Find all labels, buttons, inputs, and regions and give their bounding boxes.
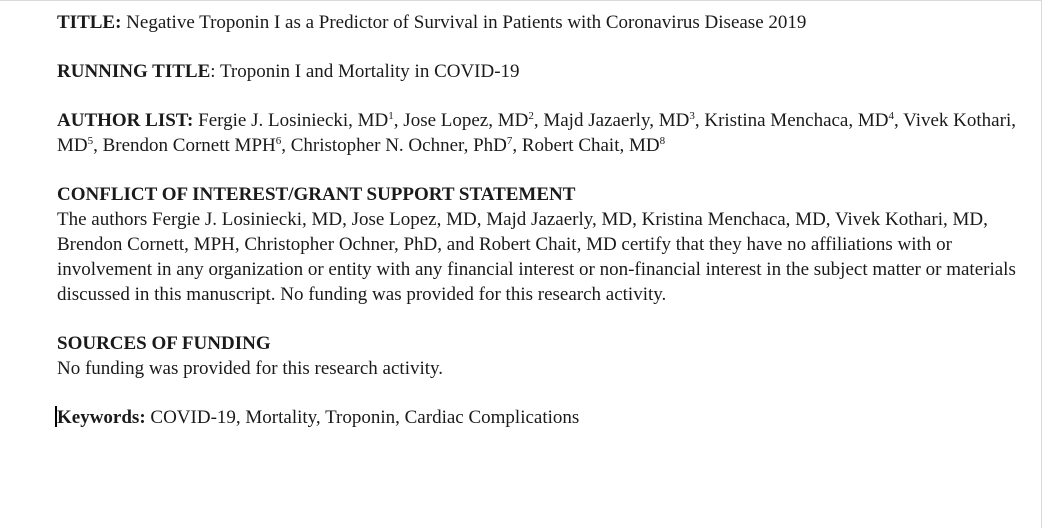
author-name: Christopher N. Ochner, PhD	[285, 135, 507, 156]
author-name: Vivek Kothari, MD	[57, 110, 1016, 156]
author-list-label: AUTHOR LIST:	[57, 110, 194, 131]
keywords-paragraph	[57, 405, 1027, 430]
text-cursor	[55, 406, 57, 427]
author-name: Robert Chait, MD	[517, 135, 660, 156]
author-affiliation: 4	[888, 109, 894, 122]
running-title-paragraph	[57, 59, 1027, 84]
running-title-text: : Troponin I and Mortality in COVID-19	[210, 61, 520, 82]
author-separator: ,	[393, 110, 399, 131]
running-title-label: RUNNING TITLE	[57, 61, 211, 82]
funding-heading: SOURCES OF FUNDING	[57, 333, 271, 354]
funding-body: No funding was provided for this research activity.	[57, 358, 444, 379]
author-7	[286, 135, 517, 156]
author-affiliation: 2	[528, 109, 534, 122]
conflict-paragraph	[57, 182, 1027, 307]
author-separator: ,	[93, 135, 98, 156]
author-3	[539, 110, 700, 131]
author-4	[700, 110, 899, 131]
author-affiliation: 5	[87, 134, 94, 147]
author-affiliation: 6	[275, 134, 282, 147]
author-name: Majd Jazaerly, MD	[538, 110, 690, 131]
author-separator: ,	[281, 135, 286, 156]
author-affiliation: 3	[689, 109, 695, 122]
author-2	[399, 110, 539, 131]
author-affiliation: 8	[659, 134, 666, 147]
funding-paragraph	[57, 331, 1027, 381]
conflict-body: The authors Fergie J. Losiniecki, MD, Jose Lopez, MD, Majd Jazaerly, MD, Kristina Menchaca, MD, Vivek Kothari, MD, Brendon Cornett, MPH, Christopher Ochner, PhD, and Robert Chait, MD certify that they have no affiliations with or involvement in any organization or entity with any financial interest or non-financial interest in the subject matter or materials discussed in this manuscript. No funding was provided for this research activity.	[57, 209, 1016, 305]
author-list-paragraph	[57, 108, 1027, 158]
keywords-label: Keywords:	[57, 407, 146, 428]
author-name: Brendon Cornett MPH	[97, 135, 276, 156]
author-affiliation: 7	[506, 134, 513, 147]
author-separator: ,	[512, 135, 518, 156]
author-separator: ,	[694, 110, 700, 131]
author-6	[98, 135, 286, 156]
author-name: Kristina Menchaca, MD	[699, 110, 889, 131]
author-separator: ,	[893, 110, 899, 131]
author-name: Fergie J. Losiniecki, MD	[193, 110, 389, 131]
title-label: TITLE:	[57, 12, 122, 33]
title-text: Negative Troponin I as a Predictor of Survival in Patients with Coronavirus Disease 2019	[121, 12, 807, 33]
author-name: Jose Lopez, MD	[398, 110, 529, 131]
author-affiliation: 1	[388, 109, 394, 122]
author-8	[517, 135, 665, 156]
author-separator: ,	[533, 110, 539, 131]
author-1	[193, 110, 398, 131]
document-body[interactable]	[57, 10, 1027, 454]
keywords-text: COVID-19, Mortality, Troponin, Cardiac Complications	[145, 407, 580, 428]
title-paragraph	[57, 10, 1027, 35]
conflict-heading: CONFLICT OF INTEREST/GRANT SUPPORT STATEMENT	[57, 184, 576, 205]
